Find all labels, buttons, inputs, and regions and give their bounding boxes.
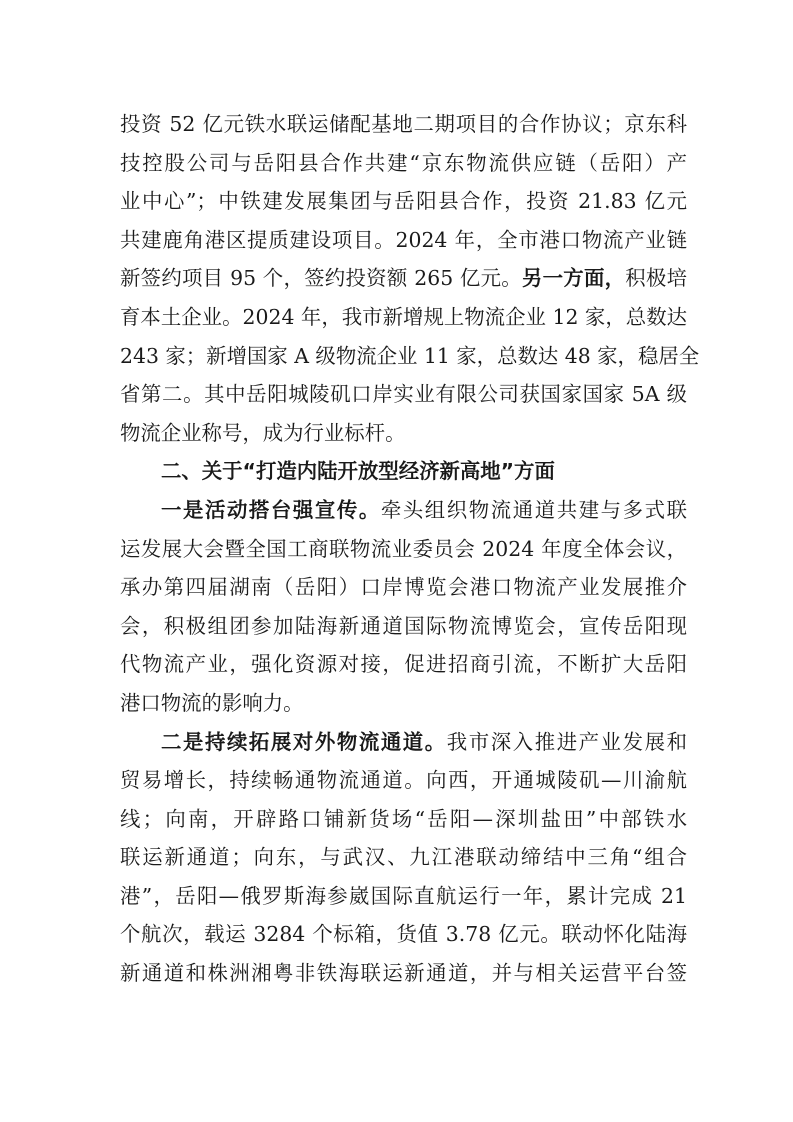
text-line: 物流企业称号，成为行业标杆。 — [120, 420, 406, 445]
text-line: 港口物流的影响力。 — [120, 690, 304, 715]
text-segment: 我市深入推进产业发展和 — [446, 729, 688, 754]
text-line: 运发展大会暨全国工商联物流业委员会 2024 年度全体会议， — [120, 536, 687, 561]
text-line: 省第二。其中岳阳城陵矶口岸实业有限公司获国家国家 5A 级 — [120, 382, 687, 407]
text-line: 育本土企业。2024 年，我市新增规上物流企业 12 家，总数达 — [120, 304, 687, 329]
emphasis-text: 一是活动搭台强宣传。 — [161, 497, 381, 522]
emphasis-text: 另一方面， — [521, 266, 626, 291]
text-segment: 积极培 — [625, 266, 688, 291]
text-line: 会，积极组团参加陆海新通道国际物流博览会，宣传岳阳现 — [120, 613, 687, 638]
text-line: 新通道和株洲湘粤非铁海联运新通道，并与相关运营平台签 — [120, 961, 687, 986]
text-segment: 新签约项目 95 个，签约投资额 265 亿元。 — [120, 266, 522, 291]
section-heading: 二、关于“打造内陆开放型经济新高地”方面 — [161, 459, 555, 484]
document-body — [120, 105, 700, 993]
text-line: 技控股公司与岳阳县合作共建“京东物流供应链（岳阳）产 — [120, 150, 687, 175]
text-line: 线；向南，开辟路口铺新货场“岳阳—深圳盐田”中部铁水 — [120, 806, 687, 831]
text-line: 港”，岳阳—俄罗斯海参崴国际直航运行一年，累计完成 21 — [120, 883, 687, 908]
text-line: 个航次，载运 3284 个标箱，货值 3.78 亿元。联动怀化陆海 — [120, 922, 687, 947]
emphasis-text: 二是持续拓展对外物流通道。 — [161, 729, 447, 754]
text-line — [120, 723, 687, 762]
text-line: 承办第四届湖南（岳阳）口岸博览会港口物流产业发展推介 — [120, 575, 687, 600]
text-line: 投资 52 亿元铁水联运储配基地二期项目的合作协议；京东科 — [120, 112, 687, 136]
text-line — [120, 259, 687, 298]
text-line: 业中心”；中铁建发展集团与岳阳县合作，投资 21.83 亿元 — [120, 189, 687, 214]
text-line: 243 家；新增国家 A 级物流企业 11 家，总数达 48 家，稳居全 — [120, 343, 700, 368]
text-line: 共建鹿角港区提质建设项目。2024 年，全市港口物流产业链 — [120, 227, 687, 252]
text-segment: 牵头组织物流通道共建与多式联 — [380, 497, 688, 522]
text-line: 联运新通道；向东，与武汉、九江港联动缔结中三角“组合 — [120, 845, 687, 870]
text-line — [120, 491, 687, 530]
text-line: 贸易增长，持续畅通物流通道。向西，开通城陵矶—川渝航 — [120, 768, 687, 793]
text-line: 代物流产业，强化资源对接，促进招商引流，不断扩大岳阳 — [120, 652, 687, 677]
